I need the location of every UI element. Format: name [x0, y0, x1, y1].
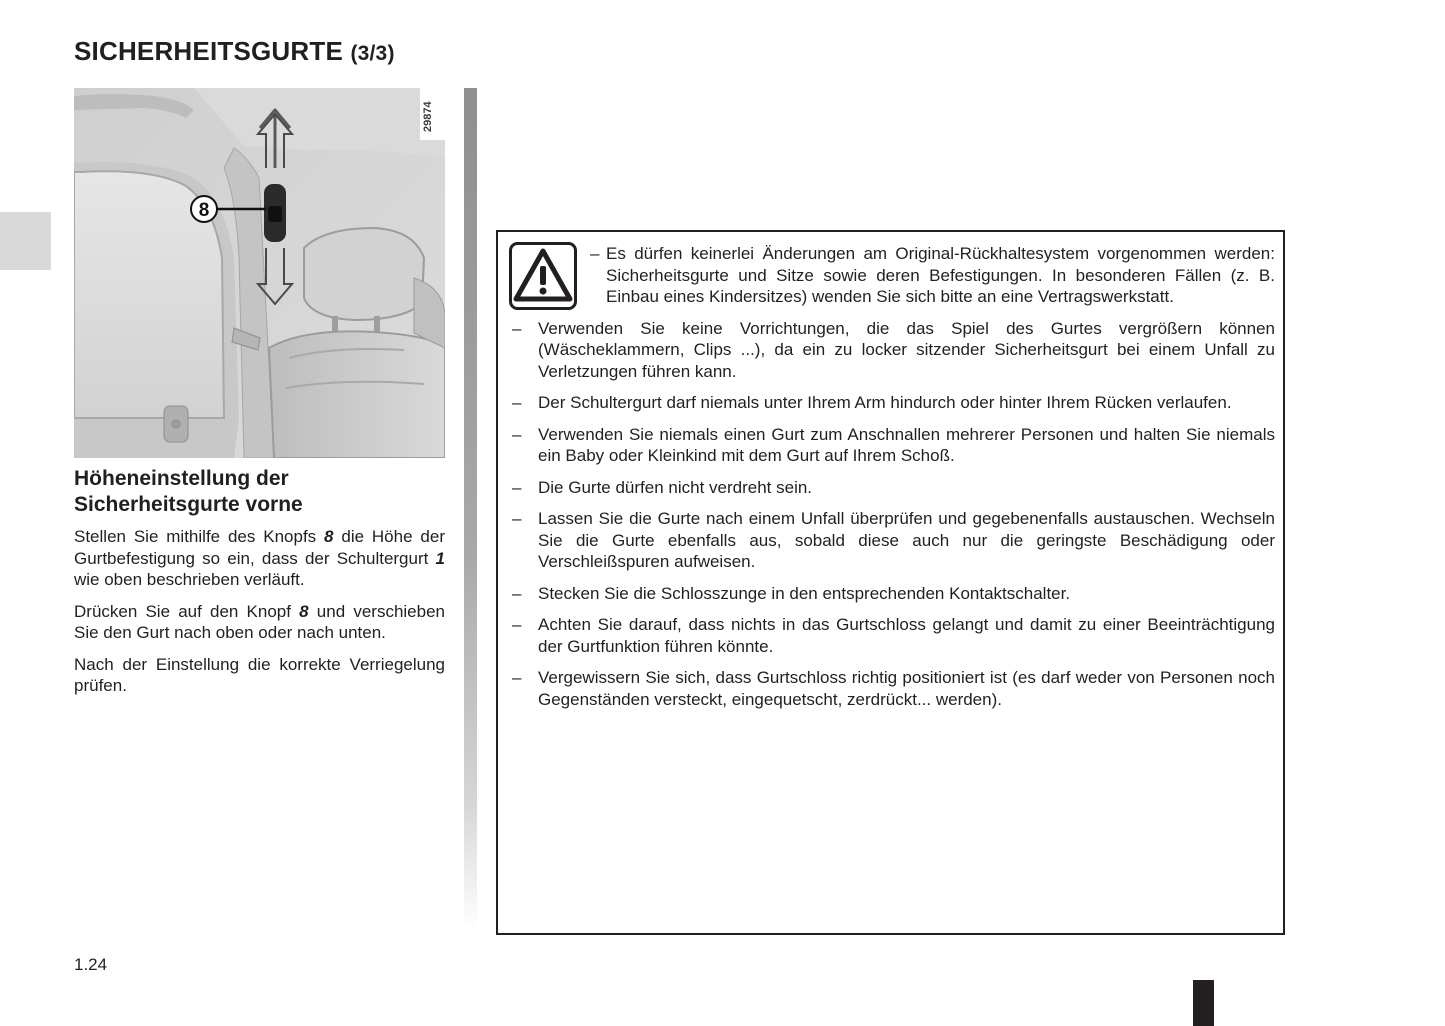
warning-list [498, 243, 1275, 720]
figure-reference-code: 29874 [422, 101, 434, 133]
text-run: Drücken Sie auf den Knopf [74, 601, 300, 621]
callout-label-8: 8 [198, 200, 210, 221]
paragraph-adjust-height [74, 526, 445, 591]
text-run: die Höhe der Gurtbefestigung so ein, dass der Schultergurt [74, 527, 445, 568]
warning-item-text: Lassen Sie die Gurte nach einem Unfall überprüfen und gegebenenfalls austauschen. Wechseln Sie die Gurte ebenfalls aus, sobald diese auch nur die geringste Beschädigung oder Verschleißspuren aufweisen. [538, 509, 1275, 571]
belt-reference: 1 [435, 548, 445, 568]
list-dash: – [512, 424, 522, 444]
text-run: Stellen Sie mithilfe des Knopfs [74, 527, 325, 546]
warning-item [498, 392, 1275, 414]
paragraph-check-lock: Nach der Einstellung die korrekte Verriegelung prüfen. [74, 654, 445, 695]
warning-item-text: Vergewissern Sie sich, dass Gurtschloss richtig positioniert ist (es darf weder von Personen noch Gegenständen versteckt, eingequetscht, zerdrückt... werden). [538, 668, 1275, 709]
text-run: wie oben beschrieben verläuft. [74, 570, 305, 589]
list-dash: – [590, 244, 600, 263]
warning-item [498, 667, 1275, 710]
warning-item-text: Stecken Sie die Schlosszunge in den entsprechenden Kontaktschalter. [538, 583, 1071, 603]
list-dash: – [512, 583, 522, 603]
page-corner-marker [1193, 980, 1214, 1026]
warning-item-text: Achten Sie darauf, dass nichts in das Gurtschloss gelangt und damit zu einer Beeinträchtigung der Gurtfunktion führen könnte. [538, 615, 1275, 656]
warning-item [498, 243, 1275, 308]
list-dash: – [512, 668, 522, 687]
seatbelt-height-illustration [74, 88, 445, 458]
list-dash: – [512, 477, 522, 497]
section-heading-line2: Sicherheitsgurte vorne [74, 493, 303, 516]
list-dash: – [512, 393, 522, 412]
warning-item-text: Verwenden Sie keine Vorrichtungen, die das Spiel des Gurtes vergrößern können (Wäscheklammern, Clips ...), da ein zu locker sitzender Sicherheitsgurt bei einem Unfall zu Verletzungen führen kann. [538, 318, 1275, 381]
warning-item-text: Der Schultergurt darf niemals unter Ihrem Arm hindurch oder hinter Ihrem Rücken verlaufen. [538, 393, 1232, 412]
text-run: und verschieben Sie den Gurt nach oben oder nach unten. [74, 601, 445, 642]
page-title [74, 36, 395, 67]
warning-item-text: Es dürfen keinerlei Änderungen am Original-Rückhaltesystem vorgenommen werden: Sicherheitsgurte und Sitze sowie deren Befestigungen. In besonderen Fällen (z. B. Einbau eines Kindersitzes) wenden Sie sich bitte an eine Vertragswerkstatt. [606, 244, 1275, 306]
page-number: 1.24 [74, 955, 108, 974]
warning-item [498, 583, 1275, 605]
warning-item [498, 508, 1275, 573]
chapter-tab [0, 212, 51, 270]
warning-item-text: Die Gurte dürfen nicht verdreht sein. [538, 477, 813, 497]
warning-item [498, 318, 1275, 383]
warning-box [496, 230, 1285, 935]
knob-reference: 8 [324, 527, 334, 546]
section-body [74, 526, 445, 707]
warning-item [498, 614, 1275, 657]
page-title-text: SICHERHEITSGURTE [74, 36, 344, 66]
warning-item [498, 424, 1275, 467]
paragraph-press-knob [74, 601, 445, 644]
warning-item [498, 477, 1275, 499]
page-title-part: (3/3) [350, 42, 395, 65]
column-divider [464, 88, 477, 930]
list-dash: – [512, 318, 522, 338]
list-dash: – [512, 509, 522, 528]
section-heading [74, 466, 454, 518]
list-dash: – [512, 615, 522, 634]
knob-reference: 8 [299, 601, 309, 621]
section-heading-line1: Höheneinstellung der [74, 467, 289, 490]
warning-item-text: Verwenden Sie niemals einen Gurt zum Anschnallen mehrerer Personen und halten Sie niemals ein Baby oder Kleinkind mit dem Gurt auf Ihrem Schoß. [538, 424, 1275, 465]
